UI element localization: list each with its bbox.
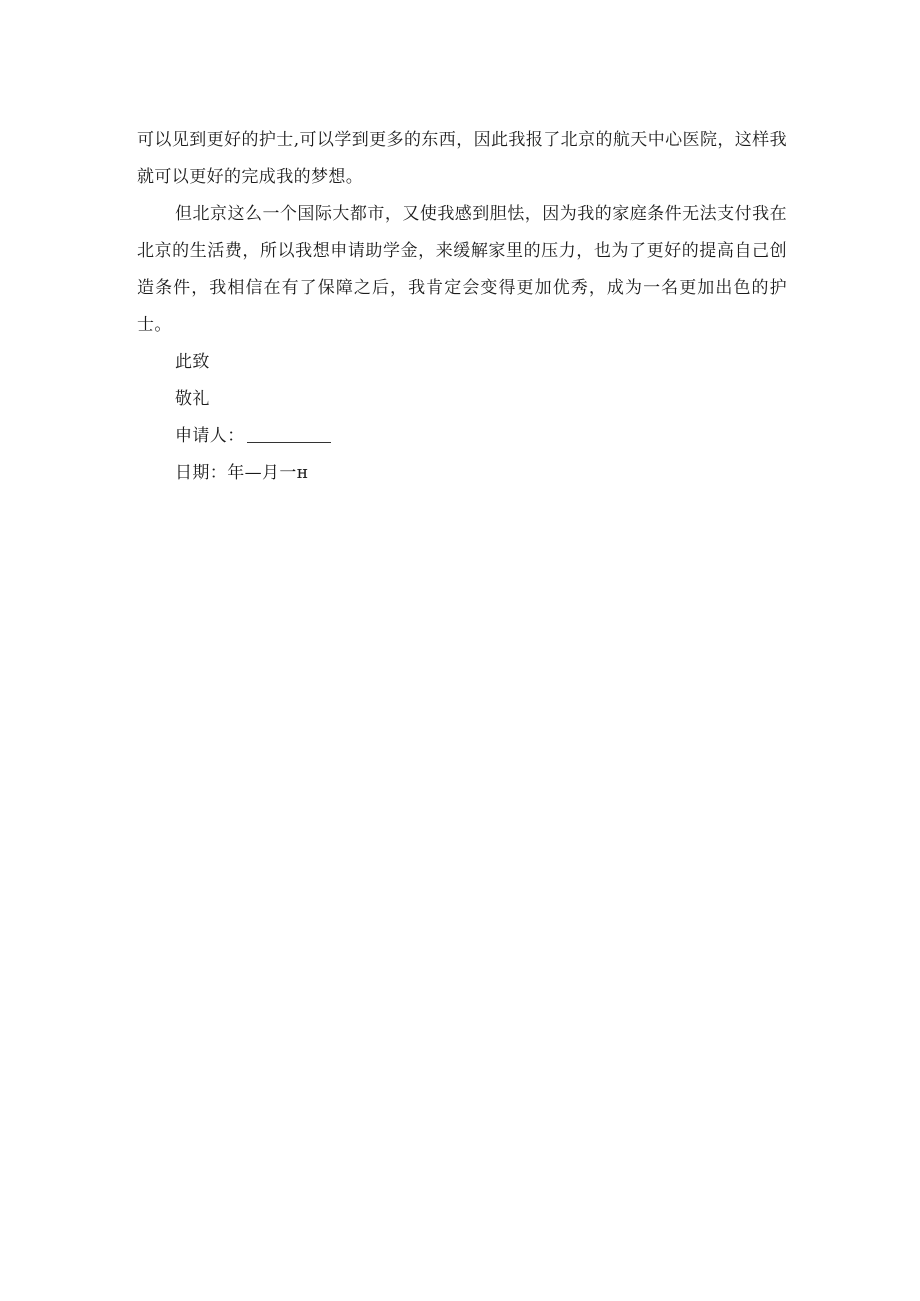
applicant-label: 申请人：: [175, 426, 245, 446]
applicant-line: [137, 418, 787, 455]
paragraph-continuation: 可以见到更好的护士,可以学到更多的东西，因此我报了北京的航天中心医院，这样我就可以更好的完成我的梦想。: [137, 130, 787, 187]
closing-regards: 敬礼: [175, 389, 210, 409]
paragraph-beijing-aid: 但北京这么一个国际大都市，又使我感到胆怯，因为我的家庭条件无法支付我在北京的生活费，所以我想申请助学金，来缓解家里的压力，也为了更好的提高自己创造条件，我相信在有了保障之后，我肯定会变得更加优秀，成为一名更加出色的护士。: [137, 204, 787, 335]
closing-salutation: 此致: [175, 352, 210, 372]
date-line: 日期：年—月一н: [175, 463, 309, 483]
letter-body: [137, 122, 787, 492]
applicant-signature-blank: [247, 424, 331, 443]
